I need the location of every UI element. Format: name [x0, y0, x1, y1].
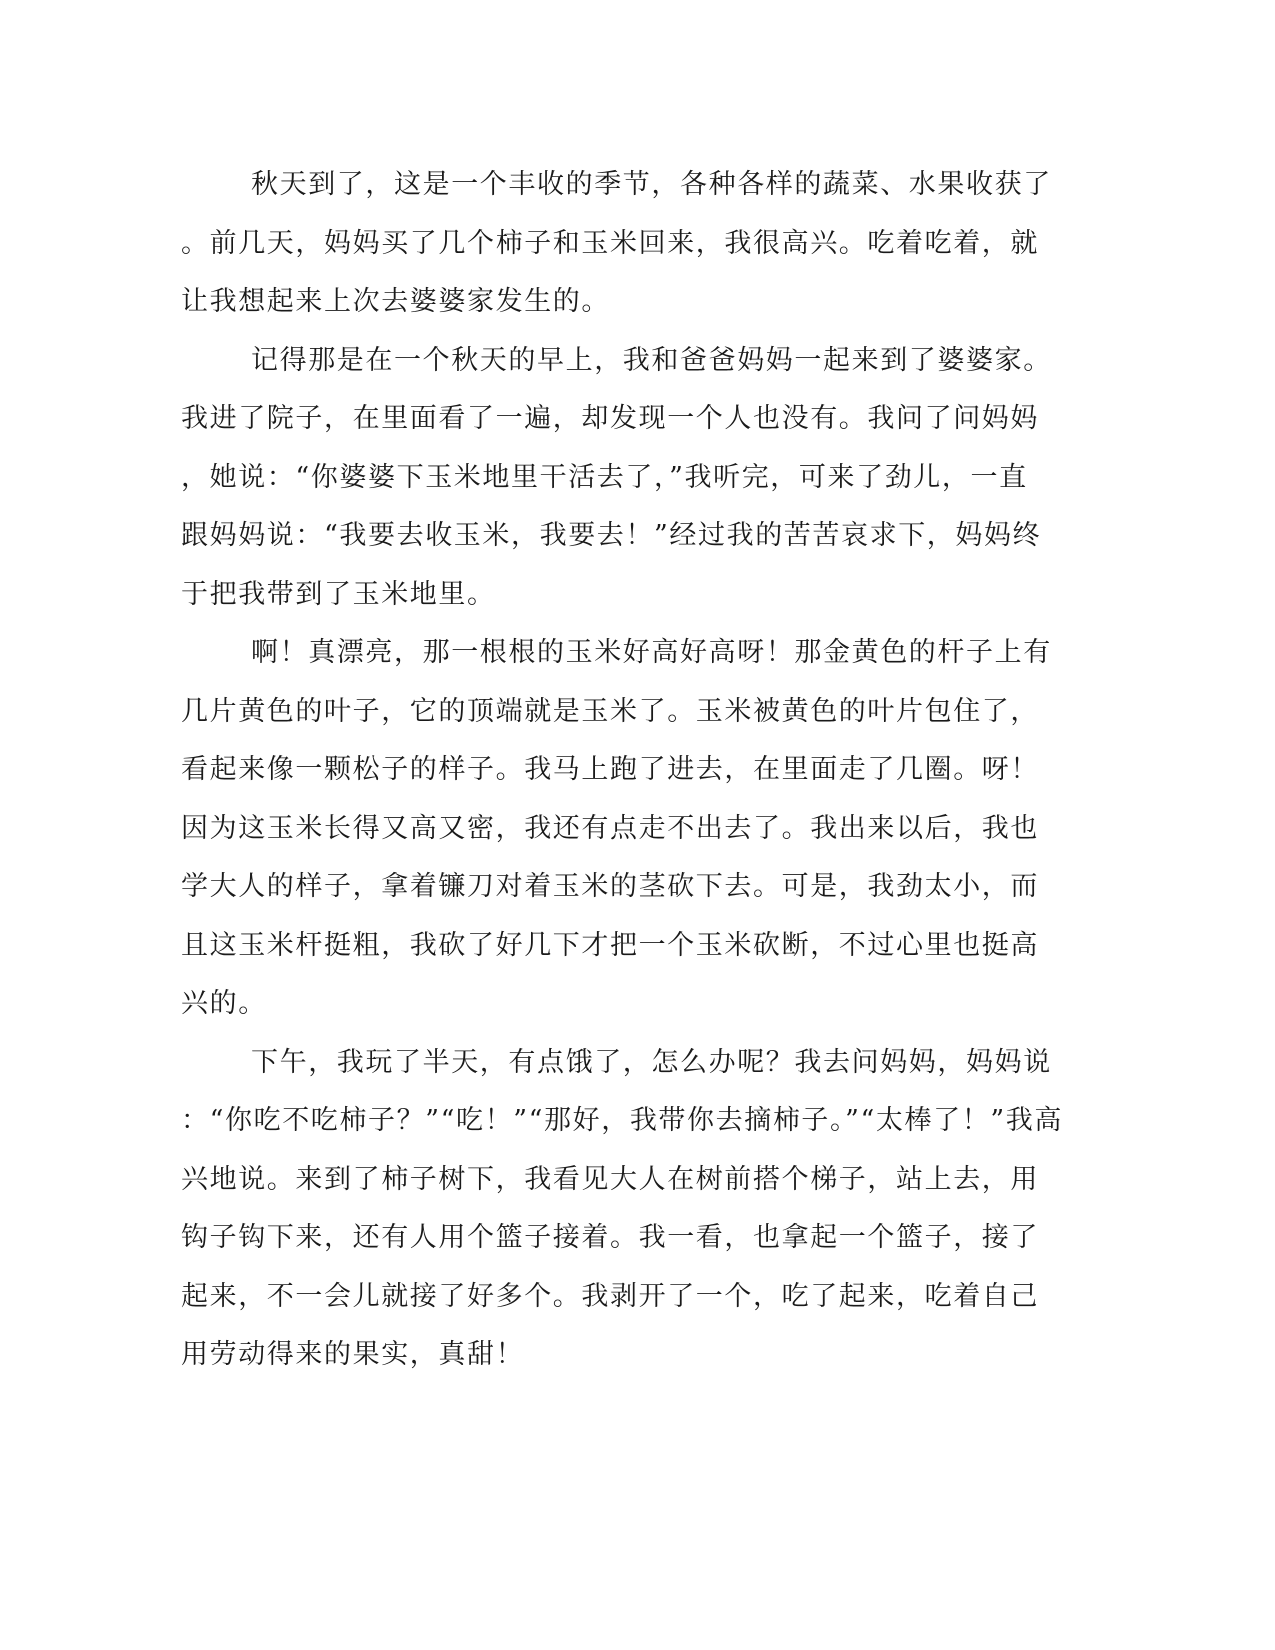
paragraph-line: ：“你吃不吃柿子？”“吃！”“那好，我带你去摘柿子。”“太棒了！”我高 [181, 1105, 1063, 1136]
paragraph-line: 啊！真漂亮，那一根根的玉米好高好高呀！那金黄色的杆子上有 [251, 637, 1052, 668]
paragraph-line: 几片黄色的叶子，它的顶端就是玉米了。玉米被黄色的叶片包住了， [181, 695, 1039, 727]
paragraph-2 [181, 332, 1052, 625]
paragraph-line: 且这玉米杆挺粗，我砍了好几下才把一个玉米砍断，不过心里也挺高 [181, 929, 1039, 961]
paragraph-line: 钩子钩下来，还有人用个篮子接着。我一看，也拿起一个篮子，接了 [181, 1222, 1039, 1253]
paragraph-line: 我进了院子，在里面看了一遍，却发现一个人也没有。我问了问妈妈 [181, 403, 1039, 434]
paragraph-line: 记得那是在一个秋天的早上，我和爸爸妈妈一起来到了婆婆家。 [251, 344, 1052, 376]
paragraph-line: 让我想起来上次去婆婆家发生的。 [181, 286, 610, 317]
essay-body [181, 156, 1063, 1385]
paragraph-4 [181, 1034, 1063, 1385]
paragraph-line: 起来，不一会儿就接了好多个。我剥开了一个，吃了起来，吃着自己 [181, 1280, 1039, 1312]
paragraph-line: 看起来像一颗松子的样子。我马上跑了进去，在里面走了几圈。呀！ [181, 754, 1039, 785]
paragraph-line: 下午，我玩了半天，有点饿了，怎么办呢？我去问妈妈，妈妈说 [251, 1046, 1052, 1078]
paragraph-line: 。前几天，妈妈买了几个柿子和玉米回来，我很高兴。吃着吃着，就 [181, 227, 1039, 259]
paragraph-1 [181, 156, 1052, 332]
paragraph-line: 于把我带到了玉米地里。 [181, 578, 496, 610]
paragraph-line: 兴地说。来到了柿子树下，我看见大人在树前搭个梯子，站上去，用 [181, 1163, 1039, 1195]
paragraph-3 [181, 624, 1052, 1034]
paragraph-line: 用劳动得来的果实，真甜！ [181, 1339, 525, 1370]
paragraph-line: 秋天到了，这是一个丰收的季节，各种各样的蔬菜、水果收获了 [251, 169, 1052, 200]
paragraph-line: 因为这玉米长得又高又密，我还有点走不出去了。我出来以后，我也 [181, 812, 1039, 844]
paragraph-line: 跟妈妈说：“我要去收玉米，我要去！”经过我的苦苦哀求下，妈妈终 [181, 520, 1042, 551]
paragraph-line: ，她说：“你婆婆下玉米地里干活去了，”我听完，可来了劲儿，一直 [181, 461, 1028, 493]
paragraph-line: 兴的。 [181, 988, 267, 1019]
paragraph-line: 学大人的样子，拿着镰刀对着玉米的茎砍下去。可是，我劲太小，而 [181, 871, 1039, 902]
